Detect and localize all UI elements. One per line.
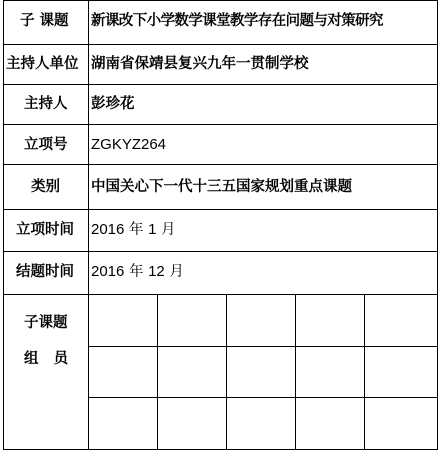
label-subtopic: 子 课题 [20,13,69,29]
start-month-unit: 月 [156,222,176,238]
label-host-unit: 主持人单位 [6,56,79,72]
column-divider [88,0,89,450]
member-cell [227,295,295,346]
row-divider [3,44,438,45]
label-category: 类别 [31,179,60,195]
member-grid-line [88,346,438,347]
member-cell [158,295,226,346]
start-month: 1 [148,221,157,238]
value-start-date [91,221,176,239]
end-month: 12 [148,263,165,280]
row-divider [3,124,438,125]
row-divider [3,251,438,252]
member-grid-line [88,397,438,398]
value-project-number: ZGKYZ264 [91,136,167,153]
value-category: 中国关心下一代十三五国家规划重点课题 [91,179,352,195]
value-end-date [91,263,184,281]
member-cell [89,295,157,346]
start-year-unit: 年 [124,222,149,238]
label-members-line1: 子课题 [24,315,68,331]
label-project-number: 立项号 [24,137,68,153]
value-host-unit: 湖南省保靖县复兴九年一贯制学校 [91,56,309,72]
end-month-unit: 月 [164,264,184,280]
end-year: 2016 [91,263,125,280]
table-border-right [437,0,438,450]
label-end-date: 结题时间 [16,264,74,280]
start-year: 2016 [91,221,125,238]
row-divider [3,164,438,165]
value-host: 彭珍花 [91,96,135,112]
label-host: 主持人 [24,96,68,112]
table-border-bottom [3,449,438,450]
table-border-left [3,0,4,450]
label-members-line2: 组 员 [24,351,69,367]
member-cell [365,295,437,346]
table-border-top [3,0,438,1]
member-cell [296,295,364,346]
label-start-date: 立项时间 [16,222,74,238]
row-divider [3,84,438,85]
row-divider [3,209,438,210]
value-subtopic: 新课改下小学数学课堂教学存在问题与对策研究 [91,13,383,29]
end-year-unit: 年 [124,264,149,280]
